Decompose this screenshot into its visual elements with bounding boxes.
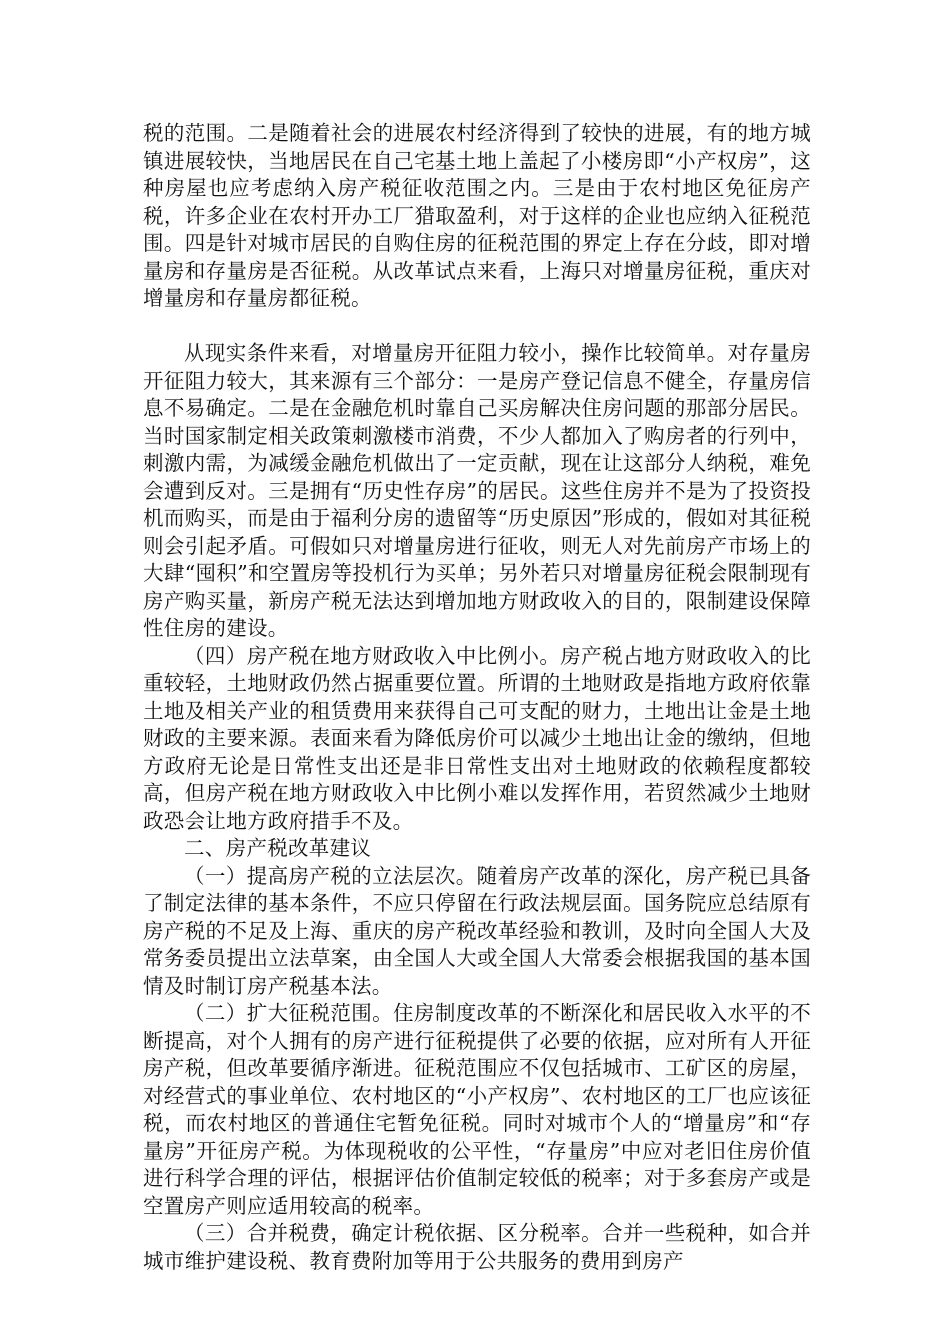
paragraph-existing-housing: 从现实条件来看，对增量房开征阻力较小，操作比较简单。对存量房开征阻力较大，其来源有三个部分：一是房产登记信息不健全，存量房信息不易确定。二是在金融危机时靠自己买房解决住房问题的那部分居民。当时国家制定相关政策刺激楼市消费，不少人都加入了购房者的行列中，刺激内需，为减缓金融危机做出了一定贡献，现在让这部分人纳税，难免会遭到反对。三是拥有“历史性存房”的居民。这些住房并不是为了投资投机而购买，而是由于福利分房的遗留等“历史原因”形成的，假如对其征税则会引起矛盾。可假如只对增量房进行征收，则无人对先前房产市场上的大肆“囤积”和空置房等投机行为买单；另外若只对增量房征税会限制现有房产购买量，新房产税无法达到增加地方财政收入的目的，限制建设保障性住房的建设。 <box>143 341 811 640</box>
paragraph-suggestion-three: （三）合并税费，确定计税依据、区分税率。合并一些税种，如合并城市维护建设税、教育费附加等用于公共服务的费用到房产 <box>143 1221 811 1273</box>
paragraph-suggestion-one: （一）提高房产税的立法层次。随着房产改革的深化，房产税已具备了制定法律的基本条件，不应只停留在行政法规层面。国务院应总结原有房产税的不足及上海、重庆的房产税改革经验和教训，及时向全国人大及常务委员提出立法草案，由全国人大或全国人大常委会根据我国的基本国情及时制订房产税基本法。 <box>143 863 811 998</box>
section-heading-reform-suggestions: 二、房产税改革建议 <box>184 836 372 860</box>
document-body <box>143 120 811 1275</box>
paragraph-section-four: （四）房产税在地方财政收入中比例小。房产税占地方财政收入的比重较轻，土地财政仍然占据重要位置。所谓的土地财政是指地方政府依靠土地及相关产业的租赁费用来获得自己可支配的财力，土地出让金是土地财政的主要来源。表面来看为降低房价可以减少土地出让金的缴纳，但地方政府无论是日常性支出还是非日常性支出对土地财政的依赖程度都较高，但房产税在地方财政收入中比例小难以发挥作用，若贸然减少土地财政恐会让地方政府措手不及。 <box>143 643 811 833</box>
paragraph-suggestion-two: （二）扩大征税范围。住房制度改革的不断深化和居民收入水平的不断提高，对个人拥有的房产进行征税提供了必要的依据，应对所有人开征房产税，但改革要循序渐进。征税范围应不仅包括城市、工矿区的房屋，对经营式的事业单位、农村地区的“小产权房”、农村地区的工厂也应该征税，而农村地区的普通住宅暂免征税。同时对城市个人的“增量房”和“存量房”开征房产税。为体现税收的公平性，“存量房”中应对老旧住房价值进行科学合理的评估，根据评估价值制定较低的税率；对于多套房产或是空置房产则应适用较高的税率。 <box>143 1001 811 1218</box>
paragraph-scope-continuation: 税的范围。二是随着社会的进展农村经济得到了较快的进展，有的地方城镇进展较快，当地居民在自己宅基土地上盖起了小楼房即“小产权房”，这种房屋也应考虑纳入房产税征收范围之内。三是由于农村地区免征房产税，许多企业在农村开办工厂猎取盈利，对于这样的企业也应纳入征税范围。四是针对城市居民的自购住房的征税范围的界定上存在分歧，即对增量房和存量房是否征税。从改革试点来看，上海只对增量房征税，重庆对增量房和存量房都征税。 <box>143 121 811 310</box>
